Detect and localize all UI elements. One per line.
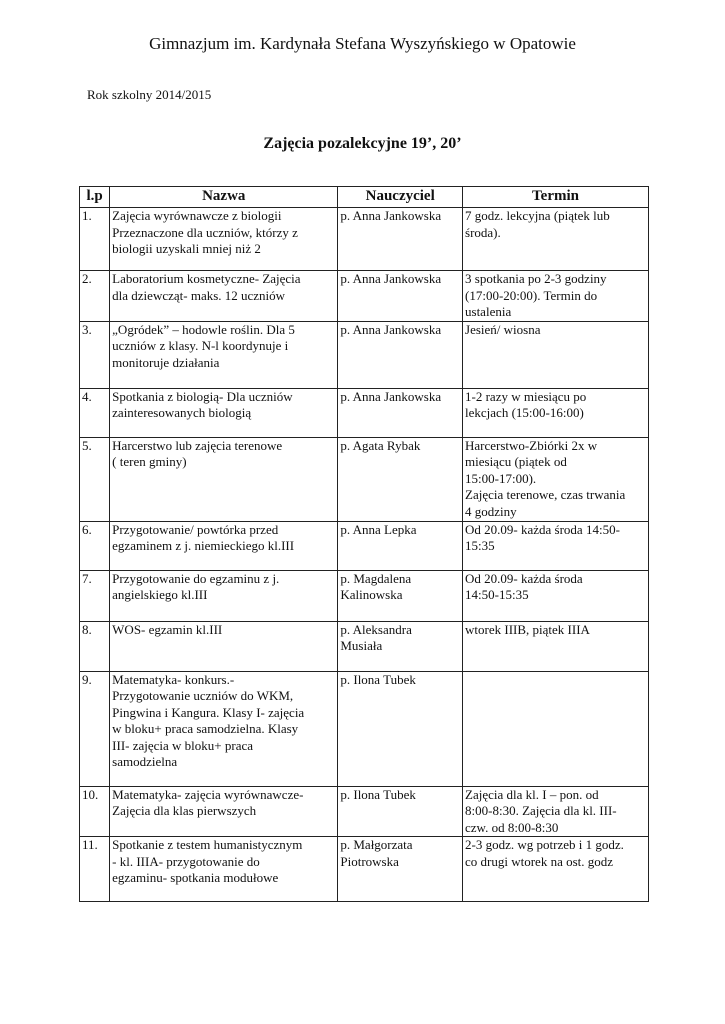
cell-term	[463, 208, 649, 271]
cell-name	[110, 621, 338, 671]
cell-name	[110, 671, 338, 786]
cell-name-line: WOS- egzamin kl.III	[112, 621, 223, 637]
cell-name-line: Przygotowanie uczniów do WKM,	[112, 688, 294, 703]
activities-table	[79, 186, 649, 902]
cell-term	[463, 388, 649, 437]
cell-teacher	[338, 388, 463, 437]
cell-term-line: Od 20.09- każda środa 14:50-	[465, 521, 620, 537]
cell-teacher-line: p. Anna Jankowska	[340, 388, 442, 404]
document-title: Zajęcia pozalekcyjne 19’, 20’	[263, 135, 462, 152]
cell-term	[463, 437, 649, 521]
table-row	[80, 388, 649, 437]
cell-name-line: egzaminem z j. niemieckiego kl.III	[112, 538, 295, 553]
table-row	[80, 521, 649, 570]
cell-lp: 6.	[80, 521, 110, 570]
cell-name-line: Zajęcia wyrównawcze z biologii	[112, 208, 282, 223]
cell-name-line: Matematyka- zajęcia wyrównawcze-	[112, 786, 304, 802]
table-header-row	[80, 187, 649, 208]
table-row	[80, 837, 649, 902]
cell-lp: 4.	[80, 388, 110, 437]
cell-term	[463, 837, 649, 902]
cell-term-line: 1-2 razy w miesiącu po	[465, 388, 587, 404]
column-header-term: Termin	[463, 187, 649, 208]
cell-name-line: „Ogródek” – hodowle roślin. Dla 5	[112, 321, 295, 337]
cell-teacher-line: Kalinowska	[340, 587, 403, 602]
cell-term	[463, 271, 649, 322]
cell-name	[110, 321, 338, 388]
cell-term-line: 8:00-8:30. Zajęcia dla kl. III-	[465, 803, 617, 818]
cell-term-line: Zajęcia dla kl. I – pon. od	[465, 786, 599, 802]
cell-name-line: uczniów z klasy. N-l koordynuje i	[112, 338, 289, 353]
cell-name-line: Spotkania z biologią- Dla uczniów	[112, 388, 293, 404]
cell-term-line: 14:50-15:35	[465, 587, 529, 602]
cell-name	[110, 437, 338, 521]
cell-name-line: - kl. IIIA- przygotowanie do	[112, 853, 260, 869]
cell-teacher	[338, 208, 463, 271]
cell-teacher-line: p. Anna Jankowska	[340, 208, 442, 223]
cell-name-line: III- zajęcia w bloku+ praca	[112, 737, 254, 753]
cell-name	[110, 388, 338, 437]
cell-name-line: Harcerstwo lub zajęcia terenowe	[112, 437, 283, 453]
cell-term-line: 2-3 godz. wg potrzeb i 1 godz.	[465, 837, 624, 852]
cell-teacher-line: p. Małgorzata	[340, 837, 413, 852]
cell-name-line: angielskiego kl.III	[112, 587, 208, 602]
cell-lp: 9.	[80, 671, 110, 786]
cell-term	[463, 621, 649, 671]
cell-name-line: w bloku+ praca samodzielna. Klasy	[112, 721, 299, 736]
cell-term-line: 15:00-17:00).	[465, 470, 537, 486]
school-name: Gimnazjum im. Kardynała Stefana Wyszyńskiego w Opatowie	[149, 34, 576, 53]
cell-lp: 8.	[80, 621, 110, 671]
table-row	[80, 271, 649, 322]
cell-lp: 11.	[80, 837, 110, 902]
cell-teacher	[338, 437, 463, 521]
cell-teacher	[338, 837, 463, 902]
cell-term	[463, 321, 649, 388]
cell-term-line: środa).	[465, 224, 501, 240]
table-row	[80, 671, 649, 786]
cell-name-line: Przygotowanie do egzaminu z j.	[112, 570, 280, 586]
table-row	[80, 786, 649, 837]
table-row	[80, 321, 649, 388]
cell-name	[110, 570, 338, 621]
cell-name-line: egzaminu- spotkania modułowe	[112, 870, 279, 885]
cell-teacher-line: p. Anna Lepka	[340, 521, 417, 537]
cell-term-line: 15:35	[465, 538, 495, 553]
cell-teacher-line: p. Agata Rybak	[340, 437, 421, 453]
cell-teacher	[338, 621, 463, 671]
cell-lp: 1.	[80, 208, 110, 271]
cell-lp: 2.	[80, 271, 110, 322]
cell-term-line: wtorek IIIB, piątek IIIA	[465, 621, 590, 637]
cell-lp: 3.	[80, 321, 110, 388]
cell-name-line: Przeznaczone dla uczniów, którzy z	[112, 224, 298, 240]
cell-lp: 10.	[80, 786, 110, 837]
cell-term-line: Od 20.09- każda środa	[465, 570, 583, 586]
cell-name-line: ( teren gminy)	[112, 454, 187, 469]
cell-name-line: dla dziewcząt- maks. 12 uczniów	[112, 287, 286, 303]
cell-name	[110, 521, 338, 570]
cell-name-line: Matematyka- konkurs.-	[112, 671, 235, 687]
cell-lp: 5.	[80, 437, 110, 521]
cell-term-line: co drugi wtorek na ost. godz	[465, 853, 614, 869]
cell-term-line: 3 spotkania po 2-3 godziny	[465, 271, 607, 286]
cell-term-line: Zajęcia terenowe, czas trwania	[465, 487, 626, 502]
table-body	[80, 208, 649, 902]
cell-term	[463, 786, 649, 837]
cell-teacher	[338, 671, 463, 786]
cell-teacher	[338, 786, 463, 837]
school-year: Rok szkolny 2014/2015	[87, 87, 212, 102]
column-header-teacher: Nauczyciel	[338, 187, 463, 208]
cell-teacher-line: p. Anna Jankowska	[340, 321, 442, 337]
cell-name	[110, 208, 338, 271]
table-row	[80, 621, 649, 671]
table-row	[80, 570, 649, 621]
cell-name-line: biologii uzyskali mniej niż 2	[112, 241, 261, 256]
cell-teacher-line: Musiała	[340, 638, 383, 653]
cell-lp: 7.	[80, 570, 110, 621]
cell-name	[110, 837, 338, 902]
cell-term	[463, 671, 649, 786]
cell-name-line: monitoruje działania	[112, 354, 220, 370]
cell-teacher-line: p. Magdalena	[340, 570, 412, 586]
column-header-lp: l.p	[80, 187, 110, 208]
cell-name-line: Zajęcia dla klas pierwszych	[112, 803, 257, 818]
cell-teacher-line: p. Ilona Tubek	[340, 786, 416, 802]
cell-term-line: (17:00-20:00). Termin do	[465, 287, 598, 303]
cell-teacher-line: p. Aleksandra	[340, 621, 412, 637]
cell-teacher	[338, 521, 463, 570]
cell-teacher	[338, 570, 463, 621]
column-header-name: Nazwa	[110, 187, 338, 208]
cell-teacher-line: Piotrowska	[340, 853, 399, 869]
cell-term-line: czw. od 8:00-8:30	[465, 819, 559, 835]
table-row	[80, 208, 649, 271]
cell-term-line: 7 godz. lekcyjna (piątek lub	[465, 208, 610, 223]
cell-term-line: ustalenia	[465, 304, 512, 319]
cell-name	[110, 271, 338, 322]
cell-name-line: samodzielna	[112, 754, 178, 769]
cell-name-line: Spotkanie z testem humanistycznym	[112, 837, 303, 852]
cell-term-line: Jesień/ wiosna	[465, 321, 541, 337]
cell-teacher-line: p. Anna Jankowska	[340, 271, 442, 286]
cell-teacher	[338, 271, 463, 322]
cell-name-line: Pingwina i Kangura. Klasy I- zajęcia	[112, 704, 305, 720]
cell-term-line: lekcjach (15:00-16:00)	[465, 405, 584, 420]
cell-term	[463, 521, 649, 570]
cell-name-line: zainteresowanych biologią	[112, 405, 252, 420]
cell-term-line: 4 godziny	[465, 503, 517, 519]
cell-teacher	[338, 321, 463, 388]
cell-term-line: Harcerstwo-Zbiórki 2x w	[465, 437, 598, 453]
cell-term	[463, 570, 649, 621]
table-row	[80, 437, 649, 521]
cell-name	[110, 786, 338, 837]
cell-term-line: miesiącu (piątek od	[465, 454, 567, 469]
cell-name-line: Laboratorium kosmetyczne- Zajęcia	[112, 271, 301, 286]
cell-name-line: Przygotowanie/ powtórka przed	[112, 521, 279, 537]
cell-teacher-line: p. Ilona Tubek	[340, 671, 416, 687]
